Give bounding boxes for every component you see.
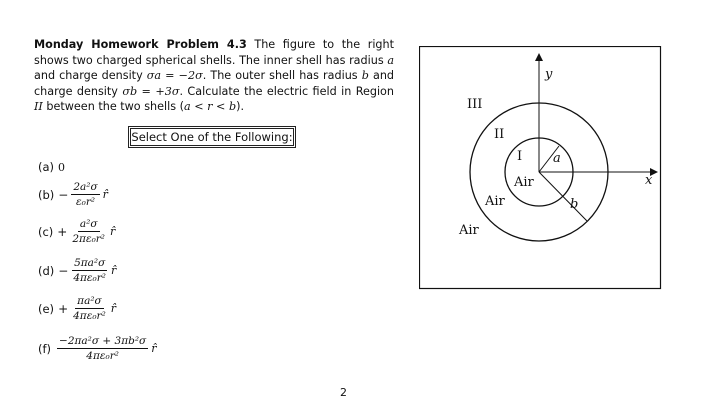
axis-y-label: y: [545, 67, 553, 82]
radius-a: a: [387, 53, 394, 67]
region-III-label: III: [467, 97, 483, 112]
option-fraction: [57, 335, 148, 362]
option-fraction: [70, 218, 107, 245]
r-hat: r̂: [110, 225, 116, 238]
fraction-numerator: 5πa²σ: [74, 257, 106, 269]
option-fraction: [71, 257, 108, 284]
option-label: (a): [38, 160, 55, 174]
r-hat: r̂: [110, 302, 117, 315]
option-d[interactable]: [38, 257, 116, 284]
statement-part: . Calculate the electric field in Region: [179, 84, 394, 98]
option-b[interactable]: [38, 181, 108, 208]
region-II-label: II: [494, 127, 505, 142]
sigma-a: σa = −2σ: [146, 69, 203, 83]
radius-b: b: [361, 69, 369, 83]
r-hat: r̂: [151, 342, 157, 355]
r-hat: r̂: [102, 188, 108, 201]
option-label: (b): [38, 187, 55, 202]
statement-part: . The outer shell has radius: [202, 69, 358, 83]
sigma-b: σb = +3σ: [122, 84, 180, 98]
radius-b-line: [539, 172, 587, 221]
statement-part: between the two shells (: [46, 100, 184, 114]
fraction-numerator: πa²σ: [77, 295, 102, 307]
option-sign: −: [58, 187, 69, 202]
select-one-box: Select One of the Following:: [128, 126, 296, 148]
fraction-denominator: 4πε₀r²: [73, 310, 106, 322]
air-inner-label: Air: [514, 175, 534, 190]
radius-b-label: b: [570, 197, 579, 212]
problem-title: Monday Homework Problem 4.3: [34, 38, 247, 51]
statement-part: The figure to the right shows two charged spherical shells. The inner shell has radius: [34, 38, 395, 67]
option-f[interactable]: [38, 335, 156, 362]
option-a[interactable]: [38, 160, 65, 174]
region-I-label: I: [517, 149, 523, 164]
fraction-numerator: a²σ: [79, 218, 98, 230]
option-sign: +: [57, 224, 68, 239]
page-number: 2: [340, 386, 347, 399]
inequality: a < r < b: [183, 100, 237, 114]
spherical-shells-figure: [419, 46, 662, 290]
option-value: 0: [58, 160, 66, 174]
fraction-denominator: ε₀r²: [75, 196, 96, 208]
statement-part: ).: [236, 100, 245, 114]
fraction-numerator: −2πa²σ + 3πb²σ: [59, 335, 147, 347]
fraction-denominator: 4πε₀r²: [86, 350, 119, 362]
air-middle-label: Air: [485, 194, 505, 209]
radius-a-label: a: [553, 151, 561, 166]
fraction-denominator: 4πε₀r²: [73, 272, 106, 284]
fraction-numerator: 2a²σ: [73, 181, 98, 193]
option-label: (e): [38, 301, 55, 316]
option-label: (c): [38, 224, 54, 239]
region-label: II: [34, 100, 43, 114]
r-hat: r̂: [111, 264, 117, 277]
option-sign: +: [58, 301, 69, 316]
statement-part: and charge density: [34, 69, 395, 98]
fraction-denominator: 2πε₀r²: [72, 233, 106, 245]
option-label: (d): [38, 263, 55, 278]
axis-x-label: x: [645, 173, 653, 188]
statement-part: and charge density: [34, 69, 143, 83]
problem-statement: [34, 37, 394, 115]
figure-frame: [420, 47, 661, 289]
option-sign: −: [58, 263, 69, 278]
option-c[interactable]: [38, 218, 115, 245]
option-fraction: [71, 295, 108, 322]
option-fraction: [71, 181, 99, 208]
option-e[interactable]: [38, 295, 116, 322]
air-outer-label: Air: [459, 223, 479, 238]
option-label: (f): [38, 341, 52, 356]
